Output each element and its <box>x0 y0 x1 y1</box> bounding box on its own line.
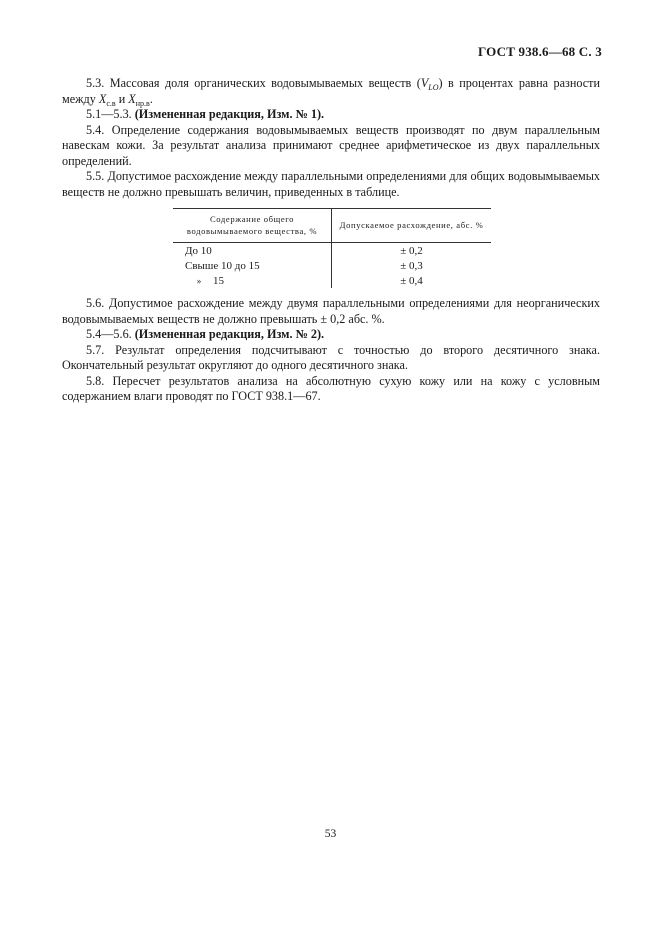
revision-note-1: 5.1—5.3. (Измененная редакция, Изм. № 1). <box>86 107 325 121</box>
tolerance-table <box>173 208 491 288</box>
page-header: ГОСТ 938.6—68 С. 3 <box>477 44 602 59</box>
document-body <box>62 76 600 405</box>
revision-note-2: 5.4—5.6. (Измененная редакция, Изм. № 2). <box>86 327 325 341</box>
paragraph-5-6: 5.6. Допустимое расхождение между двумя параллельными определениями для неорганических водовымываемых веществ не должно превышать ± 0,2 абс. %. <box>62 296 600 326</box>
paragraph-5-5: 5.5. Допустимое расхождение между параллельными определениями для общих водовымываемых веществ не должно превышать величин, приведенных в таблице. <box>62 169 600 199</box>
ditto-mark: » <box>196 276 202 286</box>
table-header-content: Содержание общего водовымываемого вещества, % <box>173 209 332 243</box>
table-row: До 10 ± 0,2 <box>173 243 491 259</box>
paragraph-5-7: 5.7. Результат определения подсчитывают с точностью до второго десятичного знака. Окончательный результат округляют до одного десятичного знака. <box>62 342 600 372</box>
table-row: » 15 ± 0,4 <box>173 273 491 288</box>
page-number: 53 <box>324 828 337 840</box>
table-row: Свыше 10 до 15 ± 0,3 <box>173 258 491 273</box>
paragraph-5-8: 5.8. Пересчет результатов анализа на абсолютную сухую кожу или на кожу с условным содержанием влаги проводят по ГОСТ 938.1—67. <box>62 373 600 403</box>
paragraph-5-4: 5.4. Определение содержания водовымываемых веществ производят по двум параллельным навескам кожи. За результат анализа принимают среднее арифметическое из двух параллельных определений. <box>62 122 600 168</box>
table-header-tolerance: Допускаемое расхождение, абс. % <box>332 209 492 243</box>
paragraph-5-3: 5.3. Массовая доля органических водовымываемых веществ $(V_{LO})$ в процентах равна разности между $X_{с.в}$ и $X_{нр.в}$. <box>62 76 601 108</box>
